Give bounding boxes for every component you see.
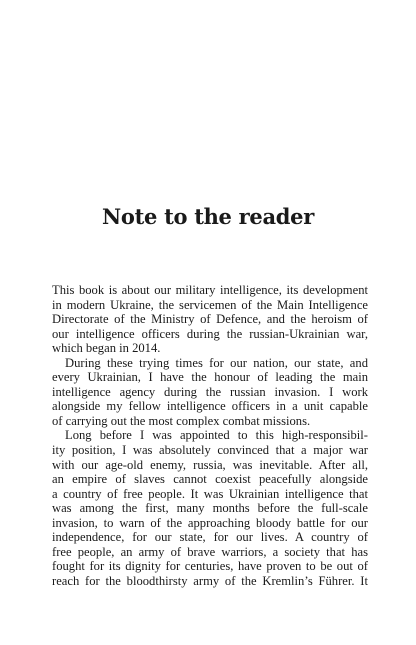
paragraph-3-line-9: free people, an army of brave warriors, a society that has [52,544,368,559]
paragraph-3-line-3: with our age-old enemy, russia, was inevitable. After all, [52,457,368,472]
paragraph-1-line-1: This book is about our military intelligence, its development [52,283,368,297]
paragraph-2-line-5: of carrying out the most complex combat missions. [52,413,311,428]
paragraph-3-line-1: Long before I was appointed to this high-responsibil- [65,428,368,443]
paragraph-2-line-1: During these trying times for our nation, our state, and [65,355,368,370]
paragraph-3-line-11: reach for the bloodthirsty army of the Kremlin’s Führer. It [52,573,368,588]
body-text [52,283,368,588]
paragraph-3-line-6: was among the first, many months before the full-scale [52,501,368,516]
paragraph-3-line-4: an empire of slaves cannot coexist peacefully alongside [52,472,368,487]
paragraph-2-line-3: intelligence agency during the russian invasion. I work [52,384,368,399]
paragraph-1-line-5: which began in 2014. [52,341,161,356]
paragraph-1-line-3: Directorate of the Ministry of Defence, and the heroism of [52,312,368,327]
paragraph-3-line-8: independence, for our state, for our lives. A country of [52,530,368,545]
paragraph-3-line-10: fought for its dignity for centuries, have proven to be out of [52,559,368,574]
paragraph-1-line-2: in modern Ukraine, the servicemen of the Main Intelligence [52,297,368,312]
paragraph-3-line-5: a country of free people. It was Ukrainian intelligence that [52,486,368,501]
paragraph-1-line-4: our intelligence officers during the russian-Ukrainian war, [52,326,368,341]
paragraph-3-line-7: invasion, to warn of the approaching bloody battle for our [52,515,368,530]
page-title: Note to the reader [102,204,314,229]
paragraph-3-line-2: ity position, I was absolutely convinced that a major war [52,443,368,458]
paragraph-2-line-4: alongside my fellow intelligence officers in a unit capable [52,399,368,414]
paragraph-2-line-2: every Ukrainian, I have the honour of leading the main [52,370,368,385]
